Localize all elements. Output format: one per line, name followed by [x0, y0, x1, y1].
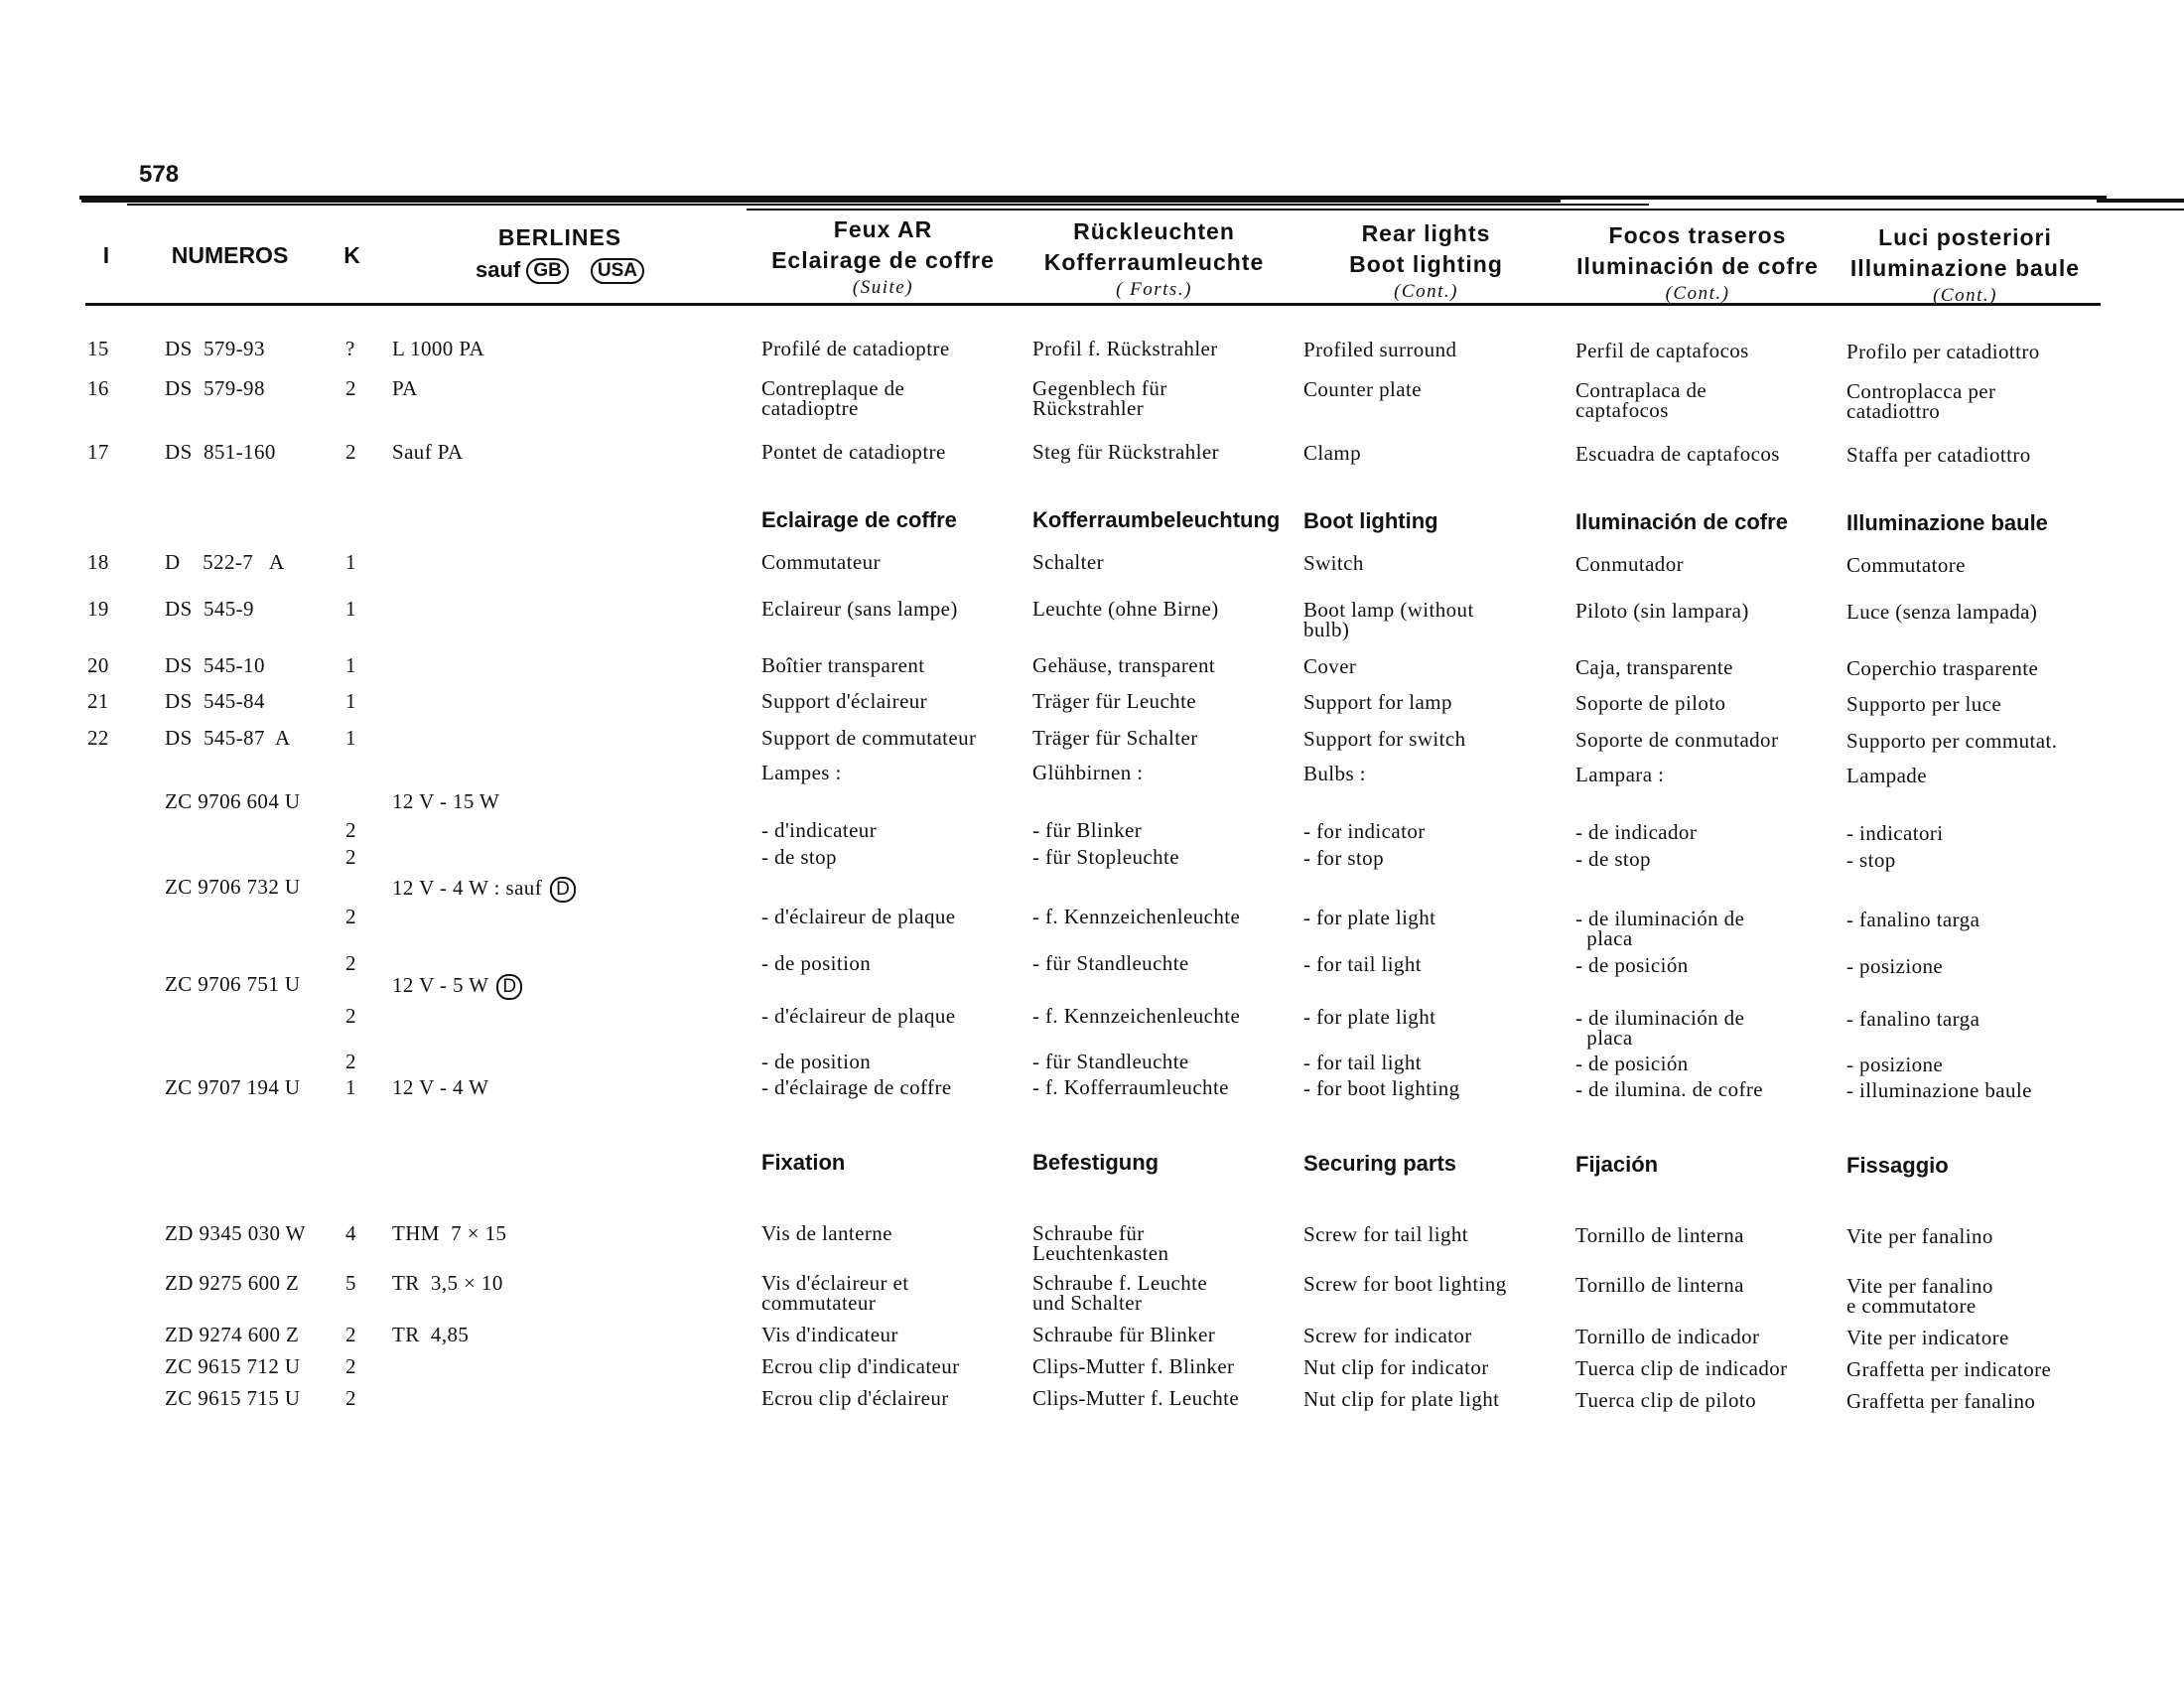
section-heading-it: Fissaggio	[1846, 1153, 1949, 1178]
quantity: 1	[345, 726, 356, 750]
country-badge: D	[550, 877, 576, 903]
description-fr: - d'éclairage de coffre	[761, 1075, 952, 1099]
description-fr: Vis d'indicateur	[761, 1323, 898, 1346]
item-index: 17	[87, 440, 109, 464]
header-it-line-2: Illuminazione baule	[1849, 255, 2081, 281]
application: PA	[392, 376, 418, 400]
berlines-exceptions	[373, 257, 747, 284]
description-es: Soporte de piloto	[1575, 691, 1726, 715]
description-fr: Vis de lanterne	[761, 1221, 892, 1245]
description-de: Glühbirnen :	[1032, 761, 1144, 784]
quantity: 2	[345, 1004, 356, 1028]
description-en: - for tail light	[1303, 952, 1422, 976]
quantity: 2	[345, 818, 356, 842]
section-heading-de: Kofferraumbeleuchtung	[1032, 507, 1281, 532]
application: 12 V - 15 W	[392, 789, 500, 813]
quantity: 1	[345, 689, 356, 713]
description-fr: - de position	[761, 1050, 872, 1073]
header-it-line-1: Luci posteriori	[1878, 224, 2052, 250]
application: Sauf PA	[392, 440, 464, 464]
description-fr: Boîtier transparent	[761, 653, 925, 677]
description-en: Nut clip for plate light	[1303, 1387, 1500, 1411]
description-it: Coperchio trasparente	[1846, 656, 2039, 680]
quantity: 2	[345, 1386, 356, 1410]
column-divider	[1832, 209, 2184, 211]
description-en: Cover	[1303, 654, 1357, 678]
application: TR 4,85	[392, 1323, 470, 1346]
description-fr: Commutateur	[761, 550, 881, 574]
description-it: Graffetta per indicatore	[1846, 1357, 2052, 1381]
berlines-title: BERLINES	[497, 224, 622, 250]
description-fr: Eclaireur (sans lampe)	[761, 597, 958, 621]
application: 12 V - 4 W : sauf D	[392, 877, 576, 903]
part-number: ZC 9615 715 U	[165, 1386, 301, 1410]
description-it: - posizione	[1846, 1053, 1944, 1076]
header-es-line-2: Iluminación de cofre	[1576, 253, 1819, 279]
column-divider	[81, 199, 1561, 203]
header-fr	[749, 214, 1018, 300]
country-badge: D	[496, 974, 522, 1000]
description-it: - illuminazione baule	[1846, 1078, 2032, 1102]
part-number: ZD 9345 030 W	[165, 1221, 306, 1245]
part-number: DS 579-93	[165, 337, 265, 360]
description-en: Counter plate	[1303, 377, 1422, 401]
description-es: - de posición	[1575, 953, 1689, 977]
quantity: 2	[345, 1354, 356, 1378]
description-it: Controplacca per catadiottro	[1846, 379, 1996, 423]
part-number: DS 545-84	[165, 689, 265, 713]
description-es: - de iluminación de placa	[1575, 907, 1745, 950]
header-en	[1291, 218, 1562, 304]
description-de: Schraube für Blinker	[1032, 1323, 1216, 1346]
description-en: Screw for indicator	[1303, 1324, 1472, 1347]
col-k-header: K	[343, 242, 360, 268]
col-i-header: I	[102, 242, 110, 268]
header-es-line-1: Focos traseros	[1608, 222, 1787, 248]
part-number: DS 545-87 A	[165, 726, 291, 750]
part-number: ZD 9274 600 Z	[165, 1323, 300, 1346]
part-number: D 522-7 A	[165, 550, 285, 574]
part-number: DS 545-10	[165, 653, 265, 677]
description-de: Gehäuse, transparent	[1032, 653, 1216, 677]
item-index: 22	[87, 726, 109, 750]
description-es: Tuerca clip de piloto	[1575, 1388, 1757, 1412]
header-it	[1834, 222, 2097, 308]
description-it: Graffetta per fanalino	[1846, 1389, 2036, 1413]
description-en: - for plate light	[1303, 1005, 1436, 1029]
description-it: Supporto per commutat.	[1846, 729, 2058, 753]
item-index: 15	[87, 337, 109, 360]
description-it: Vite per fanalino e commutatore	[1846, 1274, 1993, 1318]
description-de: Schalter	[1032, 550, 1105, 574]
item-index: 20	[87, 653, 109, 677]
description-it: - posizione	[1846, 954, 1944, 978]
header-de	[1020, 216, 1289, 302]
description-en: Screw for boot lighting	[1303, 1272, 1507, 1296]
application: L 1000 PA	[392, 337, 485, 360]
header-en-line-2: Boot lighting	[1349, 251, 1503, 277]
description-en: Switch	[1303, 551, 1364, 575]
header-es	[1564, 220, 1832, 306]
description-fr: Support de commutateur	[761, 726, 977, 750]
section-heading-es: Iluminación de cofre	[1575, 509, 1788, 534]
description-en: Screw for tail light	[1303, 1222, 1469, 1246]
quantity: 2	[345, 905, 356, 928]
description-it: Lampade	[1846, 764, 1927, 787]
description-de: - für Blinker	[1032, 818, 1143, 842]
berlines-header	[373, 222, 747, 284]
description-it: - indicatori	[1846, 821, 1944, 845]
part-number: DS 545-9	[165, 597, 254, 621]
description-es: Piloto (sin lampara)	[1575, 599, 1749, 623]
description-it: - stop	[1846, 848, 1896, 872]
description-de: Clips-Mutter f. Leuchte	[1032, 1386, 1240, 1410]
description-de: - f. Kofferraumleuchte	[1032, 1075, 1229, 1099]
section-heading-en: Securing parts	[1303, 1151, 1457, 1176]
description-it: - fanalino targa	[1846, 1007, 1980, 1031]
description-es: Lampara :	[1575, 763, 1665, 786]
description-en: - for boot lighting	[1303, 1076, 1460, 1100]
quantity: 2	[345, 376, 356, 400]
description-fr: Vis d'éclaireur et commutateur	[761, 1271, 909, 1315]
col-numeros-header: NUMEROS	[171, 242, 289, 268]
description-fr: Lampes :	[761, 761, 842, 784]
description-de: - f. Kennzeichenleuchte	[1032, 905, 1241, 928]
description-es: Tornillo de linterna	[1575, 1223, 1744, 1247]
description-en: - for indicator	[1303, 819, 1426, 843]
header-en-line-1: Rear lights	[1361, 220, 1491, 246]
description-es: Tornillo de linterna	[1575, 1273, 1744, 1297]
sauf-label: sauf	[476, 257, 527, 282]
description-es: Tornillo de indicador	[1575, 1325, 1760, 1348]
header-it-line-3: (Cont.)	[1933, 285, 1997, 306]
header-fr-line-2: Eclairage de coffre	[771, 247, 995, 273]
description-de: Schraube für Leuchtenkasten	[1032, 1221, 1169, 1265]
description-es: - de ilumina. de cofre	[1575, 1077, 1763, 1101]
description-de: - für Standleuchte	[1032, 951, 1189, 975]
quantity: 2	[345, 440, 356, 464]
description-en: Bulbs :	[1303, 762, 1366, 785]
section-heading-fr: Eclairage de coffre	[761, 507, 957, 532]
description-en: Support for lamp	[1303, 690, 1452, 714]
quantity: 1	[345, 653, 356, 677]
description-en: - for stop	[1303, 846, 1384, 870]
part-number: DS 851-160	[165, 440, 276, 464]
quantity: 1	[345, 550, 356, 574]
header-es-line-3: (Cont.)	[1665, 283, 1730, 304]
header-de-line-1: Rückleuchten	[1073, 218, 1235, 244]
quantity: 2	[345, 845, 356, 869]
quantity: 2	[345, 951, 356, 975]
description-fr: Pontet de catadioptre	[761, 440, 946, 464]
header-fr-line-1: Feux AR	[833, 216, 933, 242]
description-it: Vite per indicatore	[1846, 1326, 2009, 1349]
description-de: Schraube f. Leuchte und Schalter	[1032, 1271, 1208, 1315]
description-de: - für Stopleuchte	[1032, 845, 1179, 869]
description-it: - fanalino targa	[1846, 908, 1980, 931]
item-index: 18	[87, 550, 109, 574]
description-es: - de indicador	[1575, 820, 1698, 844]
section-heading-fr: Fixation	[761, 1150, 846, 1175]
header-fr-line-3: (Suite)	[852, 277, 914, 298]
part-number: ZD 9275 600 Z	[165, 1271, 300, 1295]
description-es: Caja, transparente	[1575, 655, 1733, 679]
description-de: - f. Kennzeichenleuchte	[1032, 1004, 1241, 1028]
description-de: Steg für Rückstrahler	[1032, 440, 1220, 464]
description-it: Vite per fanalino	[1846, 1224, 1993, 1248]
description-de: Träger für Schalter	[1032, 726, 1198, 750]
description-de: Träger für Leuchte	[1032, 689, 1197, 713]
part-number: ZC 9706 732 U	[165, 875, 301, 899]
application: 12 V - 5 W D	[392, 974, 522, 1000]
item-index: 21	[87, 689, 109, 713]
part-number: DS 579-98	[165, 376, 265, 400]
description-de: Profil f. Rückstrahler	[1032, 337, 1218, 360]
description-es: Perfil de captafocos	[1575, 339, 1749, 362]
description-es: Escuadra de captafocos	[1575, 442, 1780, 466]
item-index: 19	[87, 597, 109, 621]
description-fr: - de stop	[761, 845, 837, 869]
description-en: - for tail light	[1303, 1051, 1422, 1074]
column-divider	[371, 204, 1649, 206]
description-fr: - d'indicateur	[761, 818, 878, 842]
description-de: Leuchte (ohne Birne)	[1032, 597, 1219, 621]
header-de-line-2: Kofferraumleuchte	[1043, 249, 1265, 275]
description-it: Luce (senza lampada)	[1846, 600, 2038, 624]
description-it: Profilo per catadiottro	[1846, 340, 2040, 363]
description-es: Contraplaca de captafocos	[1575, 378, 1707, 422]
description-it: Supporto per luce	[1846, 692, 2002, 716]
description-fr: Profilé de catadioptre	[761, 337, 950, 360]
description-fr: Support d'éclaireur	[761, 689, 928, 713]
description-fr: - d'éclaireur de plaque	[761, 905, 956, 928]
description-en: Profiled surround	[1303, 338, 1457, 361]
description-de: Clips-Mutter f. Blinker	[1032, 1354, 1235, 1378]
quantity: 2	[345, 1050, 356, 1073]
description-en: - for plate light	[1303, 906, 1436, 929]
part-number: ZC 9707 194 U	[165, 1075, 301, 1099]
page-number: 578	[139, 161, 180, 188]
description-it: Staffa per catadiottro	[1846, 443, 2031, 467]
usa-badge: USA	[591, 258, 644, 284]
description-fr: Ecrou clip d'éclaireur	[761, 1386, 949, 1410]
item-index: 16	[87, 376, 109, 400]
part-number: ZC 9706 751 U	[165, 972, 301, 996]
part-number: ZC 9615 712 U	[165, 1354, 301, 1378]
description-en: Boot lamp (without bulb)	[1303, 598, 1474, 641]
description-en: Clamp	[1303, 441, 1361, 465]
description-fr: - d'éclaireur de plaque	[761, 1004, 956, 1028]
header-en-line-3: (Cont.)	[1394, 281, 1458, 302]
description-en: Support for switch	[1303, 727, 1466, 751]
quantity: 5	[345, 1271, 356, 1295]
description-fr: Contreplaque de catadioptre	[761, 376, 905, 420]
description-es: - de posición	[1575, 1052, 1689, 1075]
column-divider	[2097, 199, 2184, 203]
description-fr: - de position	[761, 951, 872, 975]
application: TR 3,5 × 10	[392, 1271, 503, 1295]
description-de: Gegenblech für Rückstrahler	[1032, 376, 1167, 420]
description-es: - de stop	[1575, 847, 1651, 871]
section-heading-de: Befestigung	[1032, 1150, 1160, 1175]
application: THM 7 × 15	[392, 1221, 507, 1245]
gb-badge: GB	[526, 258, 569, 284]
quantity: 2	[345, 1323, 356, 1346]
header-de-line-3: ( Forts.)	[1116, 279, 1192, 300]
quantity: ?	[345, 337, 355, 360]
quantity: 1	[345, 597, 356, 621]
description-it: Commutatore	[1846, 553, 1966, 577]
application: 12 V - 4 W	[392, 1075, 489, 1099]
section-heading-en: Boot lighting	[1303, 508, 1438, 533]
description-es: Conmutador	[1575, 552, 1684, 576]
description-es: - de iluminación de placa	[1575, 1006, 1745, 1050]
quantity: 1	[345, 1075, 356, 1099]
description-fr: Ecrou clip d'indicateur	[761, 1354, 960, 1378]
section-heading-es: Fijación	[1575, 1152, 1659, 1177]
description-es: Tuerca clip de indicador	[1575, 1356, 1788, 1380]
description-en: Nut clip for indicator	[1303, 1355, 1489, 1379]
description-es: Soporte de conmutador	[1575, 728, 1779, 752]
part-number: ZC 9706 604 U	[165, 789, 301, 813]
description-de: - für Standleuchte	[1032, 1050, 1189, 1073]
section-heading-it: Illuminazione baule	[1846, 510, 2048, 535]
quantity: 4	[345, 1221, 356, 1245]
